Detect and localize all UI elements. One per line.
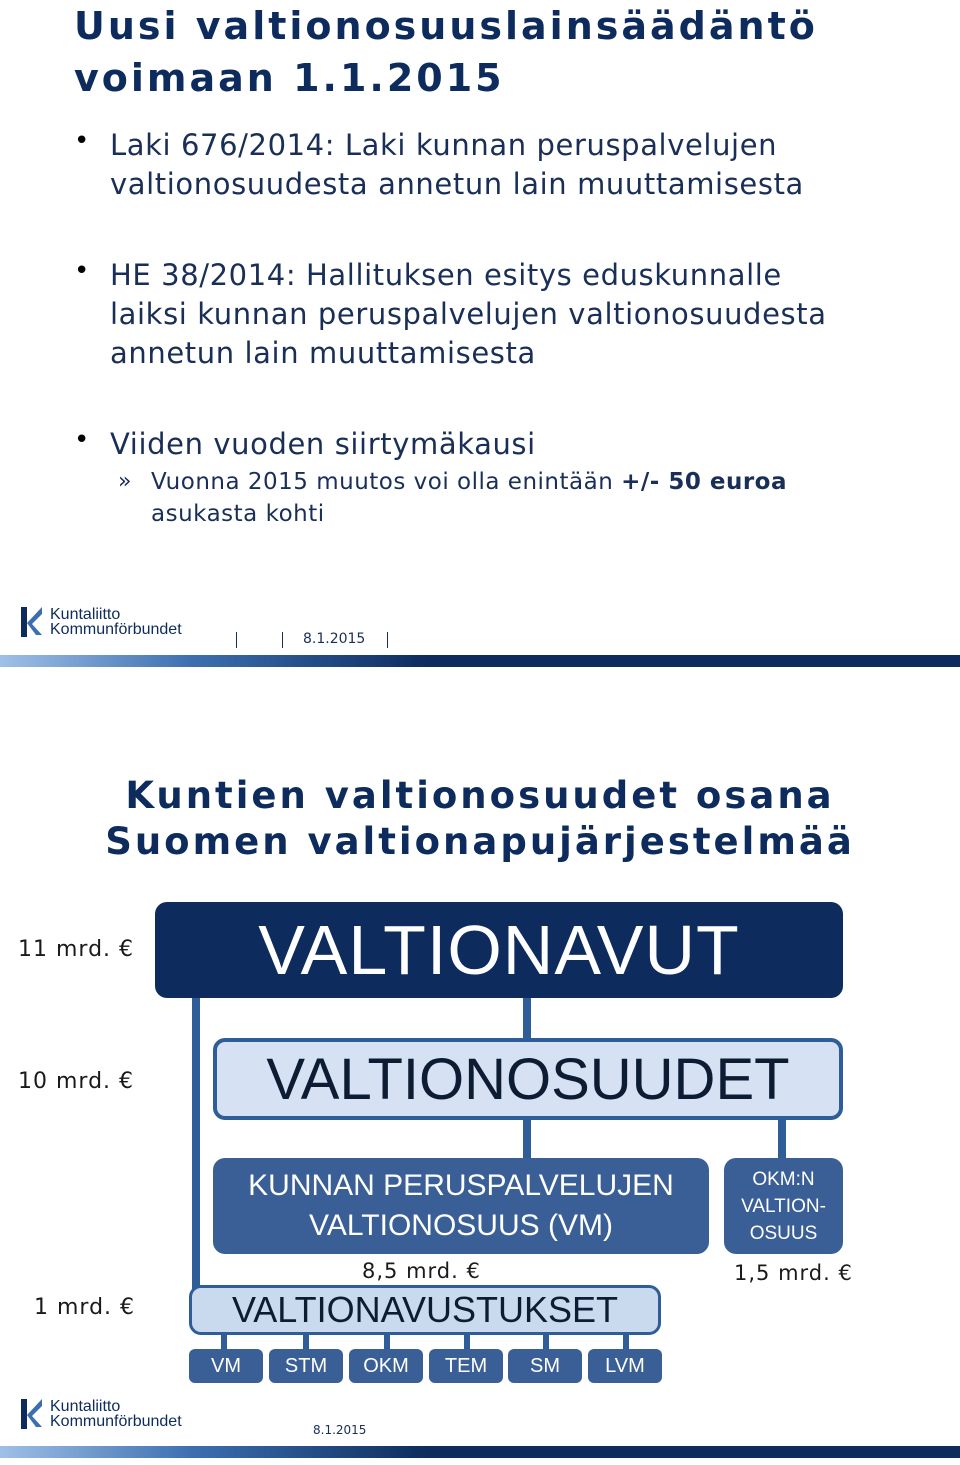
bullet-dot-icon: • — [74, 256, 90, 286]
slide1-bullet-list — [74, 126, 924, 530]
bullet-dot-icon: • — [74, 425, 90, 455]
connector-line — [464, 1335, 470, 1349]
okm-valtionosuus-box — [724, 1158, 843, 1254]
connector-line — [523, 995, 531, 1041]
slide1-title-line1: Uusi valtionosuuslainsäädäntö — [74, 4, 818, 48]
kuntaliitto-logo-icon — [20, 1397, 44, 1431]
connector-line — [221, 1335, 227, 1349]
slide2-title — [0, 773, 960, 865]
footer-band — [0, 1446, 960, 1458]
connector-line — [384, 1335, 390, 1349]
bullet-text: laiksi kunnan peruspalvelujen valtionosuudesta — [110, 297, 827, 331]
kuntaliitto-logo — [20, 1397, 182, 1431]
bullet-text: Laki 676/2014: Laki kunnan peruspalvelujen — [110, 128, 778, 162]
ministry-box-sm: SM — [508, 1349, 582, 1383]
sub-bullet-text: asukasta kohti — [151, 501, 325, 527]
valtionavut-box — [155, 902, 843, 998]
kuntaliitto-logo — [20, 605, 182, 639]
slide2-title-line2: Suomen valtionapujärjestelmää — [105, 820, 855, 863]
logo-line1: Kuntaliitto — [50, 606, 121, 623]
amount-label-valtionosuudet: 10 mrd. € — [18, 1069, 135, 1094]
sub-bullet-item — [74, 466, 924, 530]
valtionavut-label: VALTIONAVUT — [258, 911, 740, 989]
slide2-title-line1: Kuntien valtionosuudet osana — [125, 774, 835, 817]
vm-box-line2: VALTIONOSUUS (VM) — [309, 1209, 613, 1242]
footer-date: 8.1.2015 — [313, 1423, 367, 1437]
vm-box-line1: KUNNAN PERUSPALVELUJEN — [248, 1169, 674, 1202]
sub-bullet-marker-icon: » — [118, 469, 132, 494]
valtionosuudet-box — [213, 1038, 843, 1120]
slide1-title — [74, 0, 934, 104]
bullet-item — [74, 126, 924, 204]
footer-divider — [282, 632, 283, 648]
ministry-box-lvm: LVM — [588, 1349, 662, 1383]
sub-bullet-bold-text: +/- 50 euroa — [621, 469, 787, 495]
sub-bullet-line — [151, 466, 924, 498]
footer-divider — [236, 632, 237, 648]
ministry-box-vm: VM — [189, 1349, 263, 1383]
okm-box-line3: OSUUS — [749, 1222, 818, 1244]
connector-line — [192, 995, 200, 1295]
valtionosuudet-label: VALTIONOSUUDET — [266, 1046, 790, 1112]
bullet-item — [74, 425, 924, 464]
footer-band — [0, 655, 960, 667]
valtionavustukset-box — [189, 1285, 661, 1335]
bullet-text: HE 38/2014: Hallituksen esitys eduskunnalle — [110, 258, 782, 292]
bullet-dot-icon: • — [74, 126, 90, 156]
kuntaliitto-logo-icon — [20, 605, 44, 639]
logo-line2: Kommunförbundet — [50, 621, 182, 638]
vm-valtionosuus-box — [213, 1158, 709, 1254]
footer-divider — [387, 632, 388, 648]
footer-date: 8.1.2015 — [303, 631, 366, 647]
logo-line1: Kuntaliitto — [50, 1398, 121, 1415]
okm-box-line2: VALTION- — [741, 1195, 826, 1217]
slide1-title-line2: voimaan 1.1.2015 — [74, 56, 505, 100]
connector-line — [778, 1115, 786, 1161]
connector-line — [543, 1335, 549, 1349]
amount-label-valtionavustukset: 1 mrd. € — [34, 1295, 136, 1320]
sub-bullet-text: Vuonna 2015 muutos voi olla enintään — [151, 469, 622, 495]
logo-line2: Kommunförbundet — [50, 1413, 182, 1430]
connector-line — [523, 1115, 531, 1161]
okm-box-line1: OKM:N — [752, 1168, 815, 1190]
okm-amount: 1,5 mrd. € — [734, 1261, 853, 1285]
ministry-box-stm: STM — [269, 1349, 343, 1383]
connector-line — [303, 1335, 309, 1349]
valtionavustukset-label: VALTIONAVUSTUKSET — [231, 1289, 619, 1330]
bullet-text: annetun lain muuttamisesta — [110, 336, 536, 370]
ministry-box-tem: TEM — [429, 1349, 503, 1383]
amount-label-valtionavut: 11 mrd. € — [18, 937, 135, 962]
bullet-item — [74, 256, 924, 373]
bullet-text: valtionosuudesta annetun lain muuttamisesta — [110, 167, 804, 201]
connector-line — [623, 1335, 629, 1349]
ministry-box-okm: OKM — [349, 1349, 423, 1383]
bullet-text: Viiden vuoden siirtymäkausi — [110, 427, 536, 461]
vm-amount: 8,5 mrd. € — [362, 1259, 481, 1283]
